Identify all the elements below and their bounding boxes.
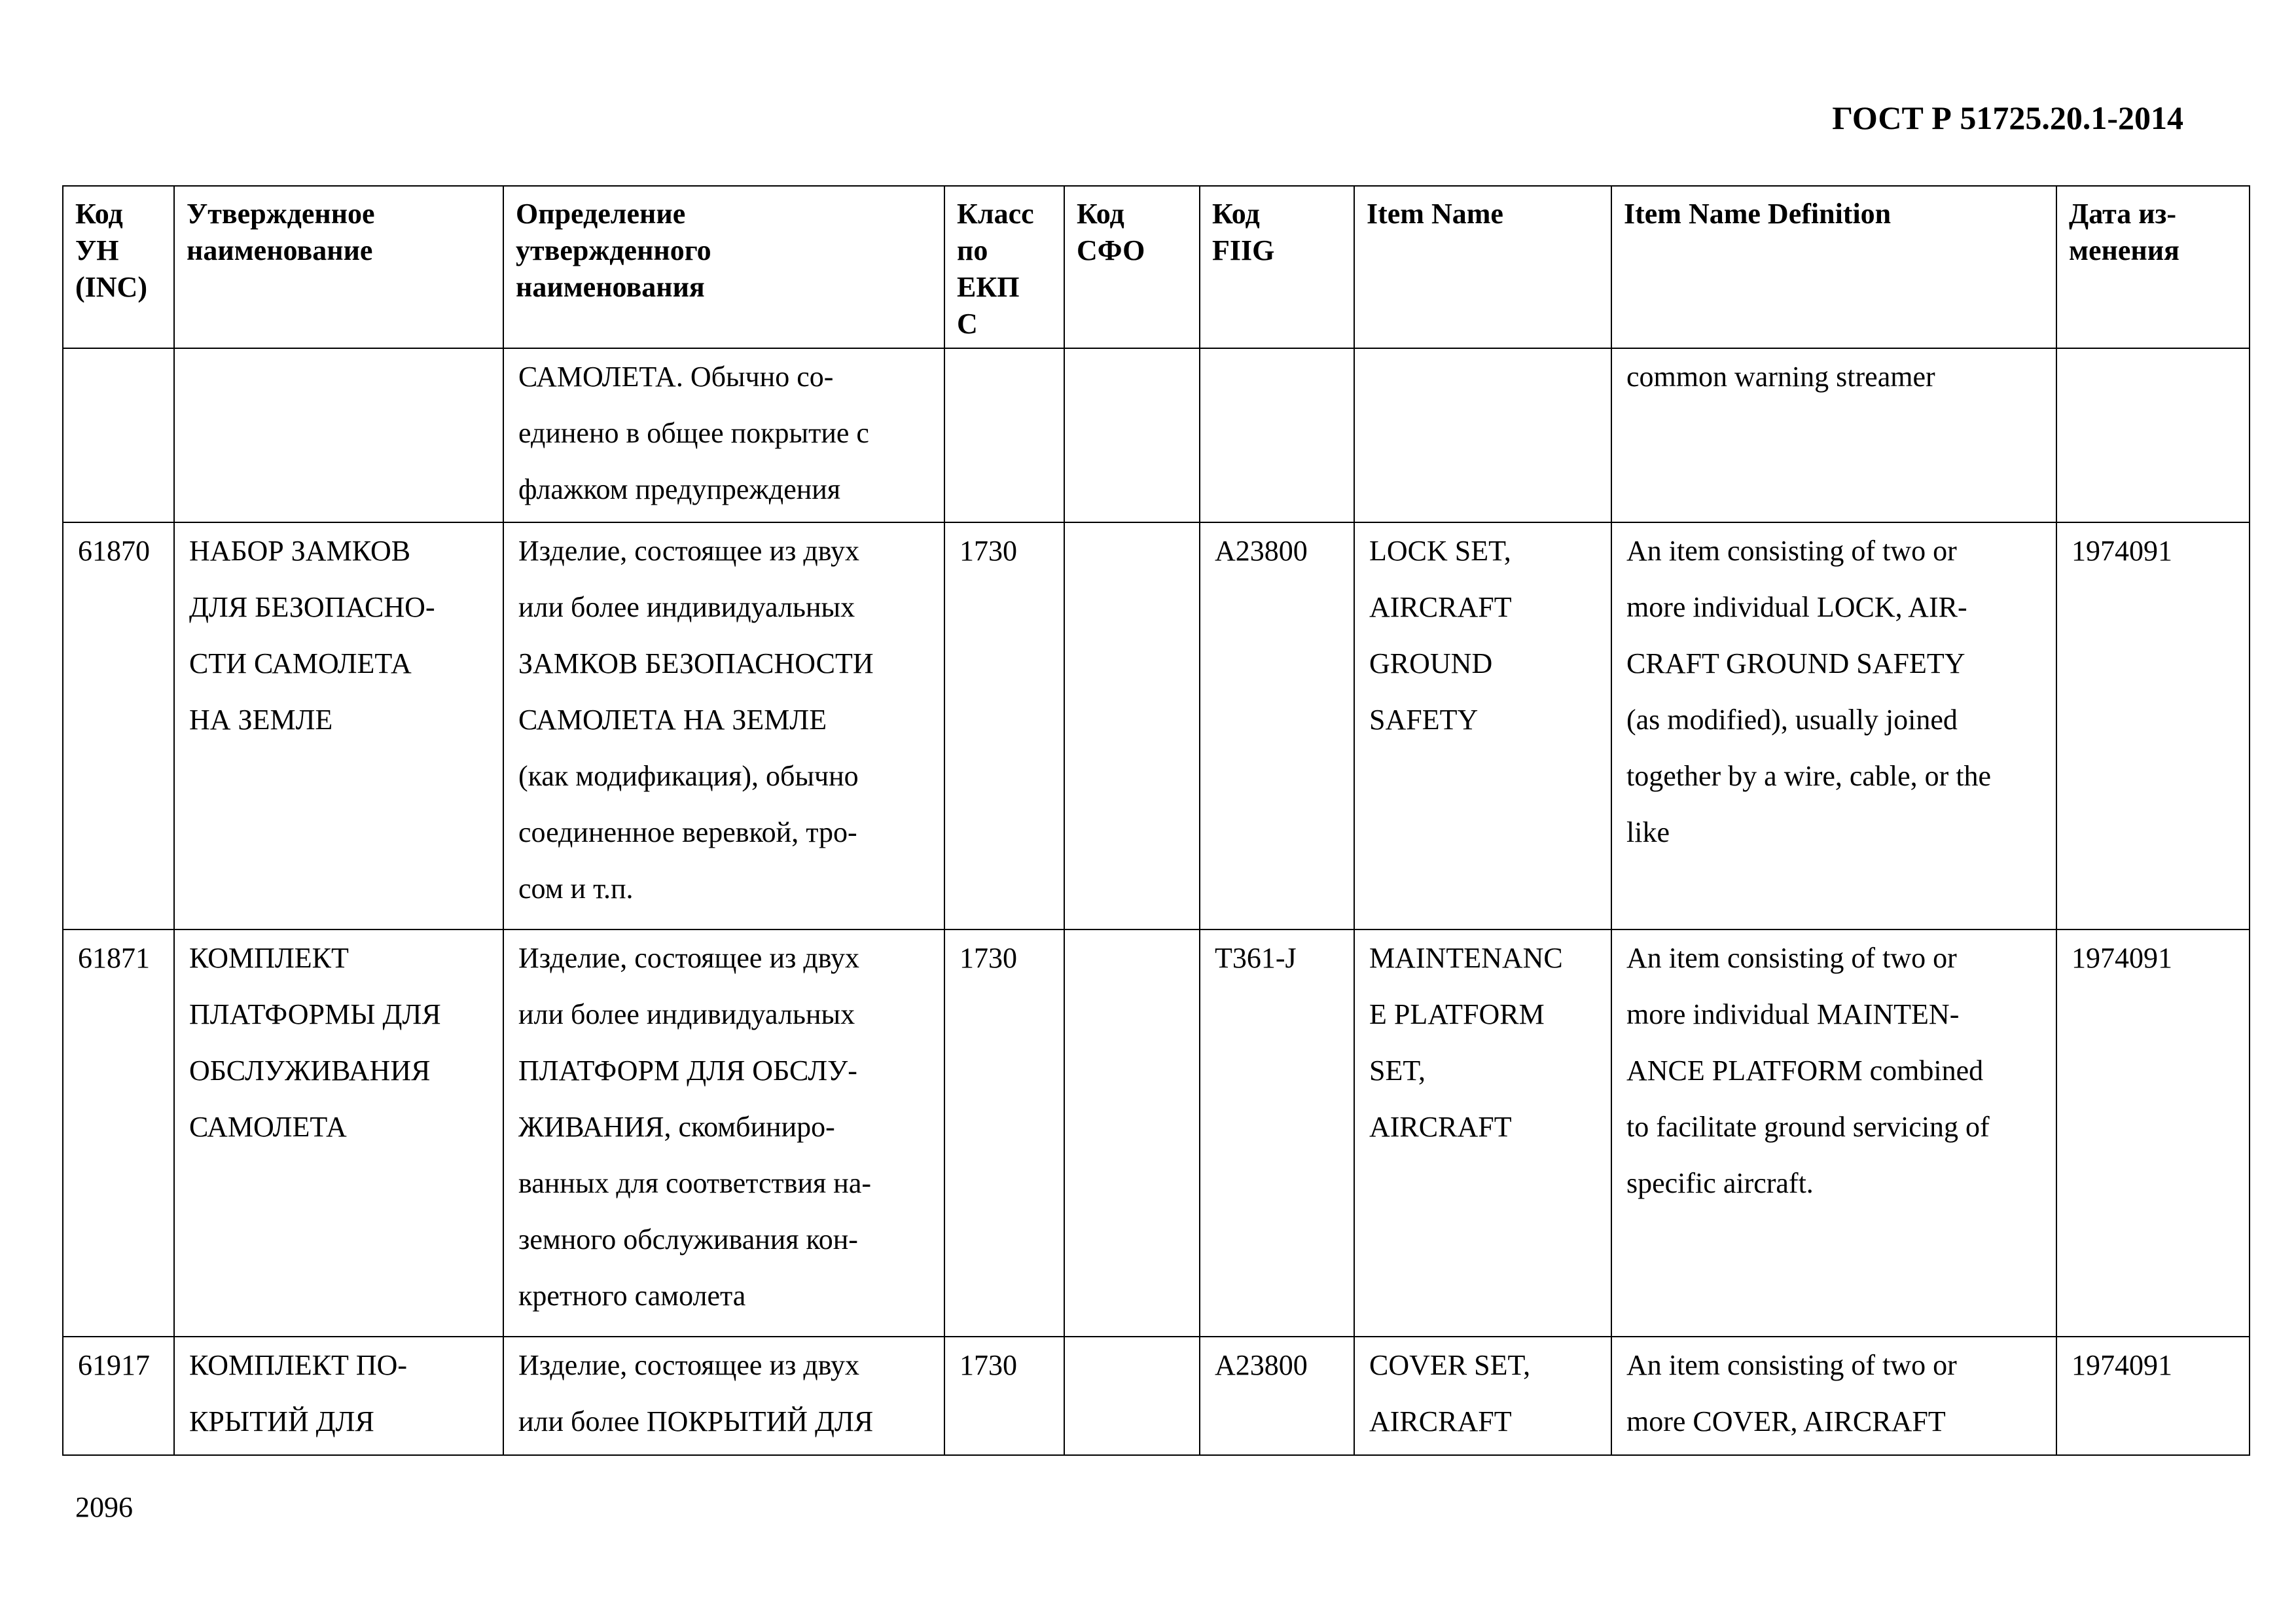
cell-line: Изделие, состоящее из двух	[518, 1349, 860, 1381]
cell-line: земного обслуживания кон-	[518, 1223, 858, 1255]
cell-class	[944, 348, 1064, 522]
cell-inc	[63, 348, 174, 522]
cell-line: или более индивидуальных	[518, 591, 855, 623]
header-item-definition: Item Name Definition	[1611, 186, 2056, 348]
cell-name	[174, 1337, 503, 1455]
cell-fiig: T361-J	[1200, 929, 1354, 1337]
table-row	[63, 522, 2250, 929]
cell-line: together by a wire, cable, or the	[1626, 760, 1992, 792]
page-number: 2096	[75, 1491, 133, 1523]
cell-date: 1974091	[2056, 929, 2250, 1337]
cell-line: ванных для соответствия на-	[518, 1167, 871, 1199]
cell-line: ANCE PLATFORM combined	[1626, 1055, 1984, 1087]
header-approved-name: Утвержденное наименование	[174, 186, 503, 348]
header-definition: Определение утвержденного наименования	[503, 186, 944, 348]
cell-item-name	[1354, 348, 1611, 522]
cell-fiig: A23800	[1200, 1337, 1354, 1455]
cell-date	[2056, 348, 2250, 522]
cell-inc: 61917	[63, 1337, 174, 1455]
cell-class: 1730	[944, 1337, 1064, 1455]
cell-fiig: A23800	[1200, 522, 1354, 929]
cell-line: CRAFT GROUND SAFETY	[1626, 647, 1965, 679]
cell-item-definition	[1611, 522, 2056, 929]
cell-sfo	[1064, 929, 1200, 1337]
cell-line: сом и т.п.	[518, 873, 634, 905]
header-change-date: Дата из- менения	[2056, 186, 2250, 348]
cell-date: 1974091	[2056, 522, 2250, 929]
header-inc: Код УН (INC)	[63, 186, 174, 348]
cell-line: Изделие, состоящее из двух	[518, 942, 860, 974]
cell-line: ЗАМКОВ БЕЗОПАСНОСТИ	[518, 647, 874, 679]
cell-line: COVER SET,	[1369, 1349, 1531, 1381]
header-item-name: Item Name	[1354, 186, 1611, 348]
header-class: Класс по ЕКП С	[944, 186, 1064, 348]
cell-line: SET,	[1369, 1055, 1426, 1087]
cell-name	[174, 929, 503, 1337]
cell-line: СТИ САМОЛЕТА	[189, 647, 412, 679]
cell-item-name	[1354, 929, 1611, 1337]
cell-class: 1730	[944, 929, 1064, 1337]
cell-name	[174, 522, 503, 929]
cell-definition	[503, 522, 944, 929]
cell-line: more individual MAINTEN-	[1626, 998, 1960, 1030]
cell-line: AIRCRAFT	[1369, 1111, 1512, 1143]
cell-line: (как модификация), обычно	[518, 760, 859, 792]
cell-definition	[503, 929, 944, 1337]
cell-line: ПЛАТФОРМ ДЛЯ ОБСЛУ-	[518, 1055, 857, 1087]
cell-item-definition	[1611, 1337, 2056, 1455]
cell-line: SAFETY	[1369, 704, 1479, 736]
cell-item-definition	[1611, 348, 2056, 522]
cell-line: или более ПОКРЫТИЙ ДЛЯ	[518, 1405, 874, 1437]
cell-name	[174, 348, 503, 522]
cell-line: КОМПЛЕКТ ПО-	[189, 1349, 408, 1381]
cell-line: КРЫТИЙ ДЛЯ	[189, 1405, 374, 1437]
cell-line: (as modified), usually joined	[1626, 704, 1958, 736]
cell-line: An item consisting of two or	[1626, 535, 1957, 567]
cell-inc: 61870	[63, 522, 174, 929]
cell-line: AIRCRAFT	[1369, 1405, 1512, 1437]
cell-line: флажком предупреждения	[518, 473, 841, 505]
cell-line: E PLATFORM	[1369, 998, 1545, 1030]
cell-line: AIRCRAFT	[1369, 591, 1512, 623]
cell-line: GROUND	[1369, 647, 1493, 679]
cell-line: MAINTENANC	[1369, 942, 1563, 974]
cell-line: like	[1626, 816, 1670, 848]
cell-sfo	[1064, 1337, 1200, 1455]
cell-line: more COVER, AIRCRAFT	[1626, 1405, 1946, 1437]
cell-line: common warning streamer	[1626, 361, 1935, 393]
cell-line: САМОЛЕТА. Обычно со-	[518, 361, 834, 393]
cell-line: САМОЛЕТА НА ЗЕМЛЕ	[518, 704, 827, 736]
cell-line: specific aircraft.	[1626, 1167, 1814, 1199]
cell-line: ЖИВАНИЯ, скомбиниро-	[518, 1111, 835, 1143]
cell-line: САМОЛЕТА	[189, 1111, 347, 1143]
cell-line: единено в общее покрытие с	[518, 417, 869, 449]
cell-inc: 61871	[63, 929, 174, 1337]
cell-line: НА ЗЕМЛЕ	[189, 704, 333, 736]
cell-line: LOCK SET,	[1369, 535, 1511, 567]
cell-item-name	[1354, 522, 1611, 929]
cell-line: to facilitate ground servicing of	[1626, 1111, 1990, 1143]
cell-item-name	[1354, 1337, 1611, 1455]
cell-line: An item consisting of two or	[1626, 1349, 1957, 1381]
cell-line: КОМПЛЕКТ	[189, 942, 349, 974]
table-row	[63, 929, 2250, 1337]
cell-line: Изделие, состоящее из двух	[518, 535, 860, 567]
cell-item-definition	[1611, 929, 2056, 1337]
header-fiig: Код FIIG	[1200, 186, 1354, 348]
cell-fiig	[1200, 348, 1354, 522]
cell-definition	[503, 348, 944, 522]
cell-class: 1730	[944, 522, 1064, 929]
table-row	[63, 1337, 2250, 1455]
cell-line: соединенное веревкой, тро-	[518, 816, 857, 848]
cell-sfo	[1064, 348, 1200, 522]
nomenclature-table	[62, 185, 2250, 1456]
cell-line: ОБСЛУЖИВАНИЯ	[189, 1055, 431, 1087]
cell-date: 1974091	[2056, 1337, 2250, 1455]
cell-definition	[503, 1337, 944, 1455]
cell-line: An item consisting of two or	[1626, 942, 1957, 974]
cell-line: кретного самолета	[518, 1280, 746, 1312]
cell-sfo	[1064, 522, 1200, 929]
cell-line: или более индивидуальных	[518, 998, 855, 1030]
document-code: ГОСТ Р 51725.20.1-2014	[1832, 99, 2183, 136]
table-row-continuation	[63, 348, 2250, 522]
header-sfo: Код СФО	[1064, 186, 1200, 348]
cell-line: more individual LOCK, AIR-	[1626, 591, 1967, 623]
cell-line: ПЛАТФОРМЫ ДЛЯ	[189, 998, 441, 1030]
cell-line: НАБОР ЗАМКОВ	[189, 535, 411, 567]
cell-line: ДЛЯ БЕЗОПАСНО-	[189, 591, 435, 623]
table-header-row	[63, 186, 2250, 348]
